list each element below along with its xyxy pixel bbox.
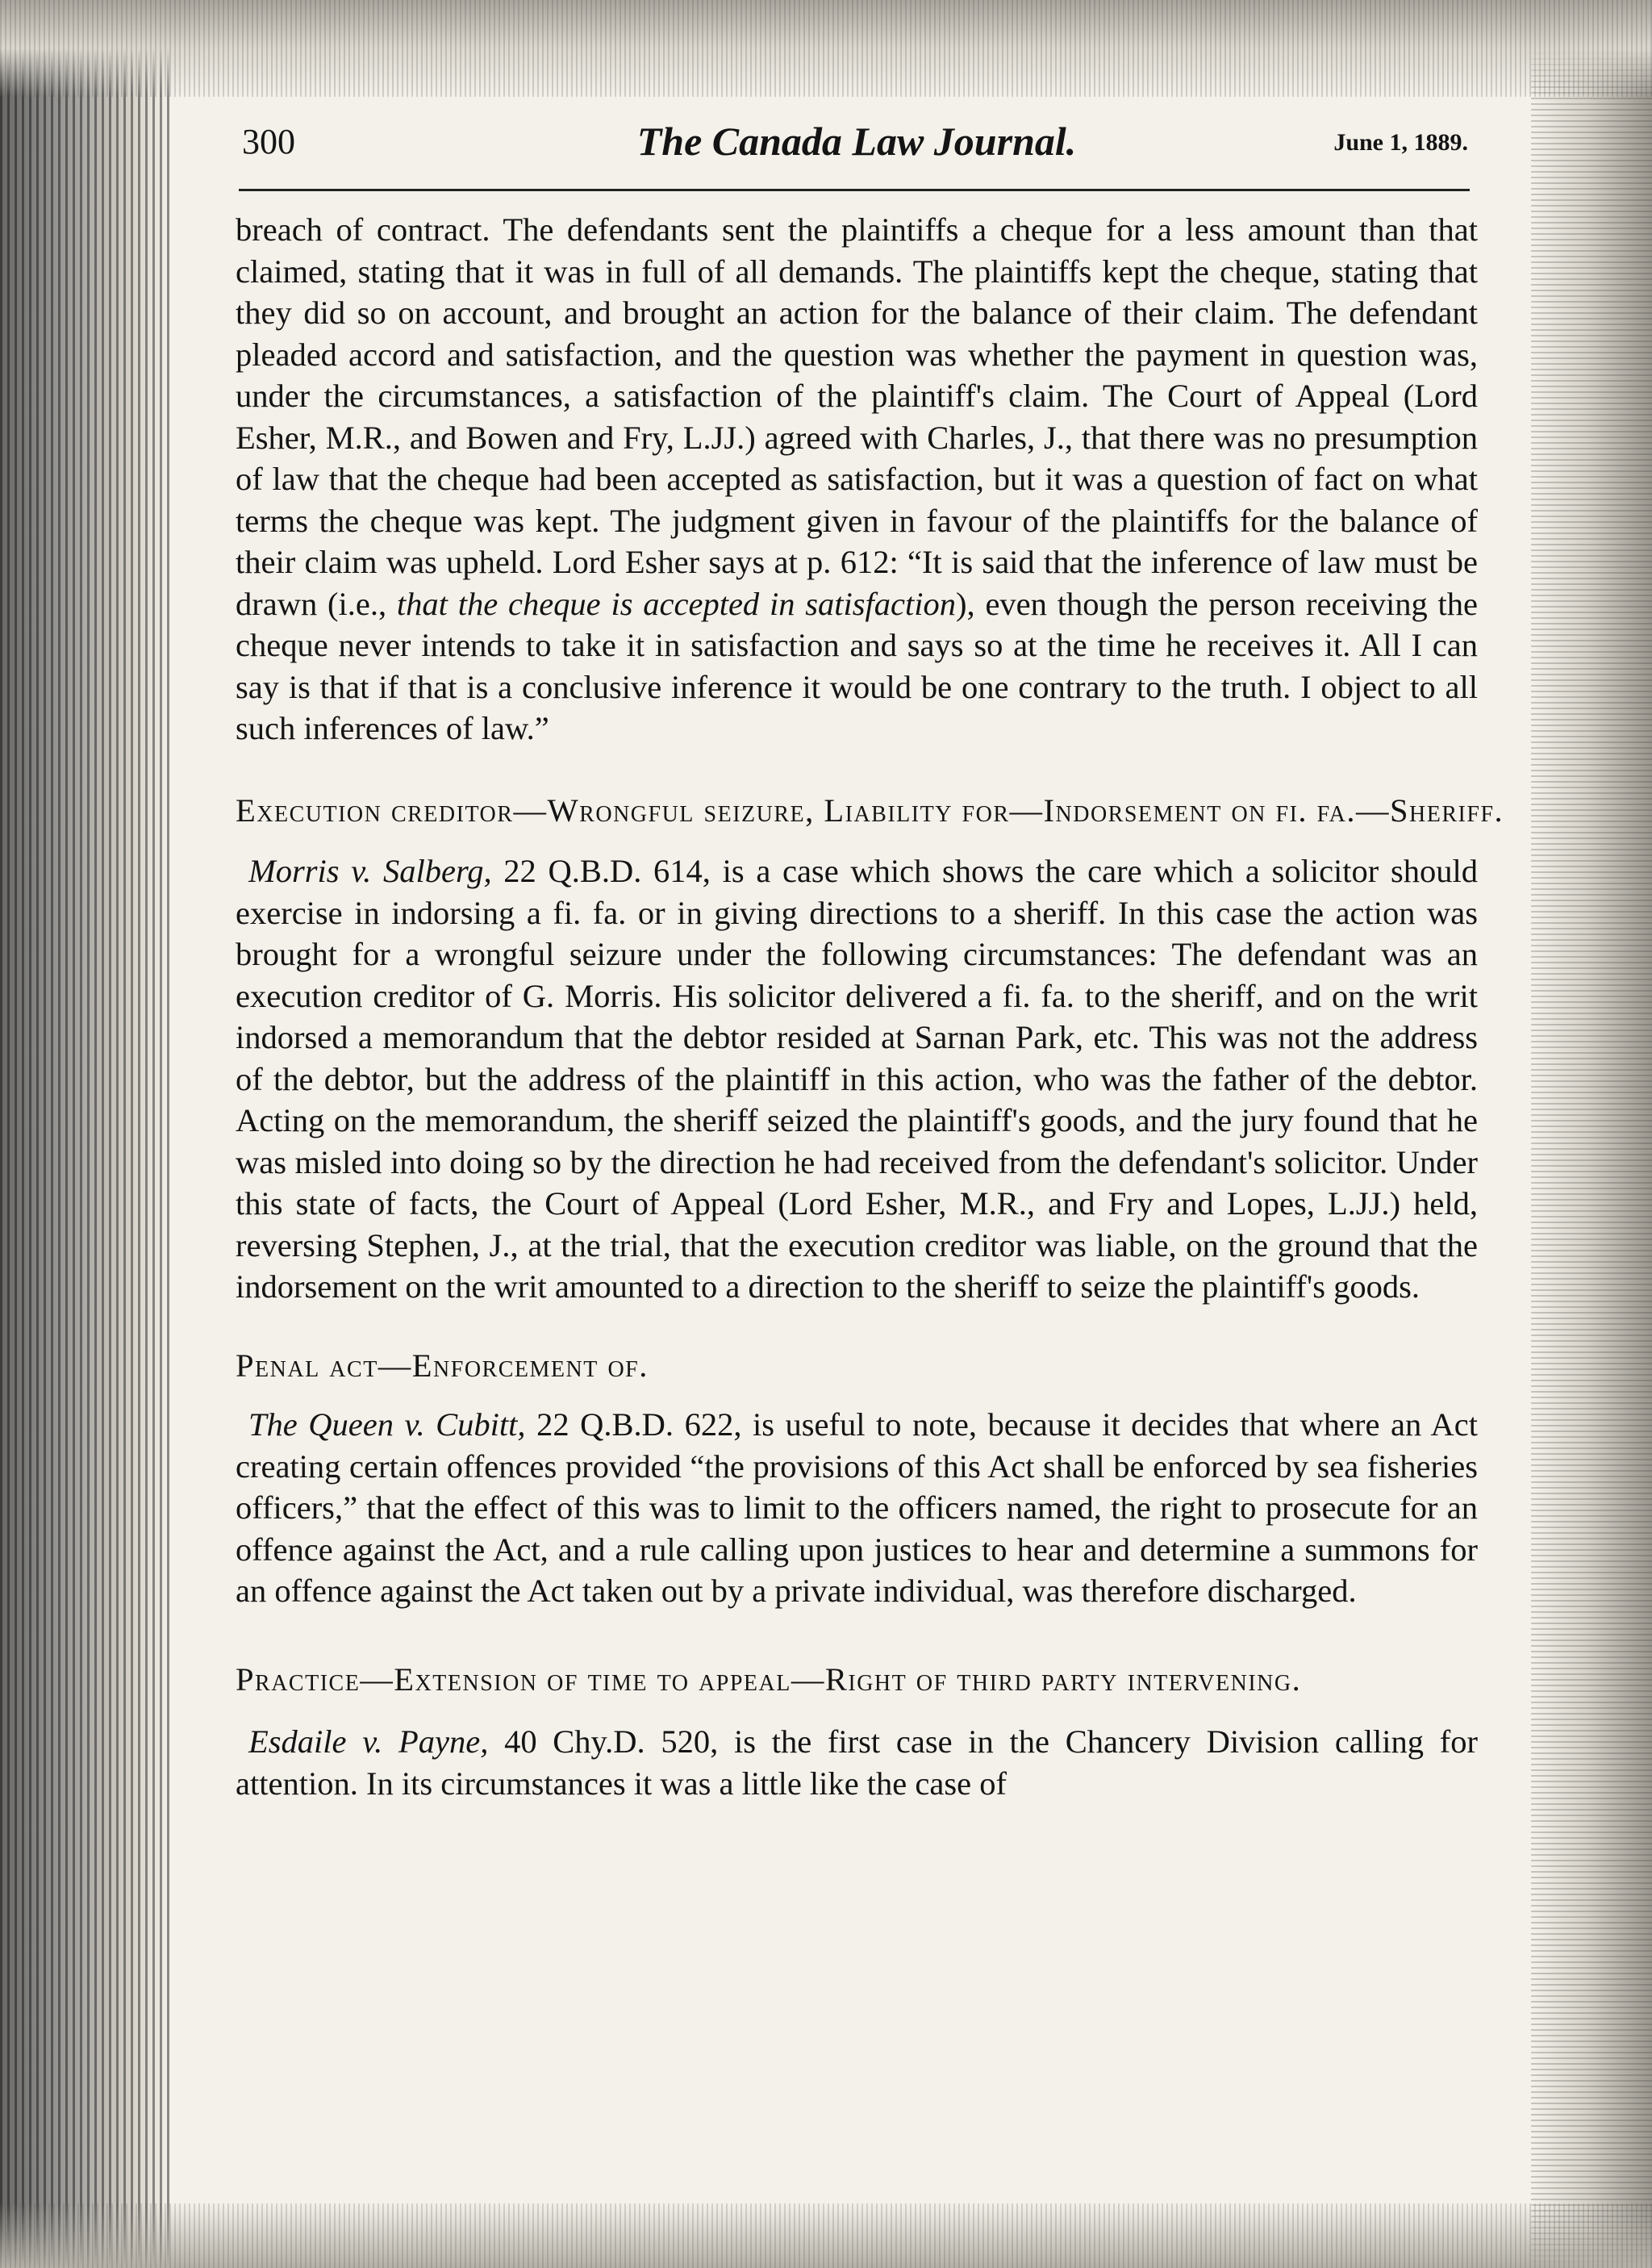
section-heading-penal-act: Penal act—Enforcement of.	[236, 1347, 649, 1384]
page-number: 300	[242, 122, 295, 161]
section-heading-practice: Practice—Extension of time to appeal—Right of third party intervening.	[236, 1660, 1302, 1698]
article-body	[236, 209, 1504, 1804]
case-name: Esdaile v. Payne,	[248, 1723, 489, 1760]
scan-right-edge	[1531, 0, 1652, 2268]
intro-italic-phrase: that the cheque is accepted in satisfaction	[396, 585, 957, 622]
scan-bottom-edge	[0, 2203, 1652, 2268]
section-paragraph-practice: Esdaile v. Payne, 40 Chy.D. 520, is the first case in the Chancery Division calling for attention. In its circumstances it was a little like the case of	[236, 1723, 1478, 1802]
scan-top-edge	[0, 0, 1652, 97]
header-date: June 1, 1889.	[1333, 129, 1468, 156]
scan-left-edge	[0, 0, 169, 2268]
header-rule	[239, 189, 1470, 191]
section-paragraph-penal-act: The Queen v. Cubitt, 22 Q.B.D. 622, is useful to note, because it decides that where an Act creating certain offences provided “the provisions of this Act shall be enforced by sea fisheries officers,” that the effect of this was to limit to the officers named, the right to prosecute for an offence against the Act, and a rule calling upon justices to hear and determine a summons for an offence against the Act taken out by a private individual, was therefore discharged.	[236, 1406, 1478, 1609]
case-name: The Queen v. Cubitt,	[248, 1406, 526, 1443]
case-name: Morris v. Salberg,	[248, 853, 492, 889]
journal-page	[236, 119, 1504, 1804]
section-paragraph-execution: Morris v. Salberg, 22 Q.B.D. 614, is a case which shows the care which a solicitor should exercise in indorsing a fi. fa. or in giving directions to a sheriff. In this case the action was brought for a wrongful seizure under the following circumstances: The defendant was an execution creditor of G. Morris. His solicitor delivered a fi. fa. to the sheriff, and on the writ indorsed a memorandum that the debtor resided at Sarnan Park, etc. This was not the address of the debtor, but the address of the plaintiff in this action, who was the father of the debtor. Acting on the memorandum, the sheriff seized the plaintiff's goods, and the jury found that he was misled into doing so by the direction he had received from the defendant's solicitor. Under this state of facts, the Court of Appeal (Lord Esher, M.R., and Fry and Lopes, L.JJ.) held, reversing Stephen, J., at the trial, that the execution creditor was liable, on the ground that the indorsement on the writ amounted to a direction to the sheriff to seize the plaintiff's goods.	[236, 853, 1478, 1305]
section-heading-execution: Execution creditor—Wrongful seizure, Liability for—Indorsement on fi. fa.—Sheriff.	[236, 792, 1504, 829]
intro-paragraph: breach of contract. The defendants sent the plaintiffs a cheque for a less amount than that claimed, stating that it was in full of all demands. The plaintiffs kept the cheque, stating that they did so on account, and brought an action for the balance of their claim. The defendant pleaded accord and satisfaction, and the question was whether the payment in question was, under the circumstances, a satisfaction of the plaintiff's claim. The Court of Appeal (Lord Esher, M.R., and Bowen and Fry, L.JJ.) agreed with Charles, J., that there was no presumption of law that the cheque had been accepted as satisfaction, but it was a question of fact on what terms the cheque was kept. The judgment given in favour of the plaintiffs for the balance of their claim was upheld. Lord Esher says at p. 612: “It is said that the inference of law must be drawn (i.e., that the cheque is accepted in satisfaction), even though the person receiving the cheque never intends to take it in satisfaction and says so at the time he receives it. All I can say is that if that is a conclusive inference it would be one contrary to the truth. I object to all such inferences of law.”	[236, 211, 1478, 746]
page-header	[236, 121, 1478, 169]
journal-title: The Canada Law Journal.	[636, 119, 1077, 164]
